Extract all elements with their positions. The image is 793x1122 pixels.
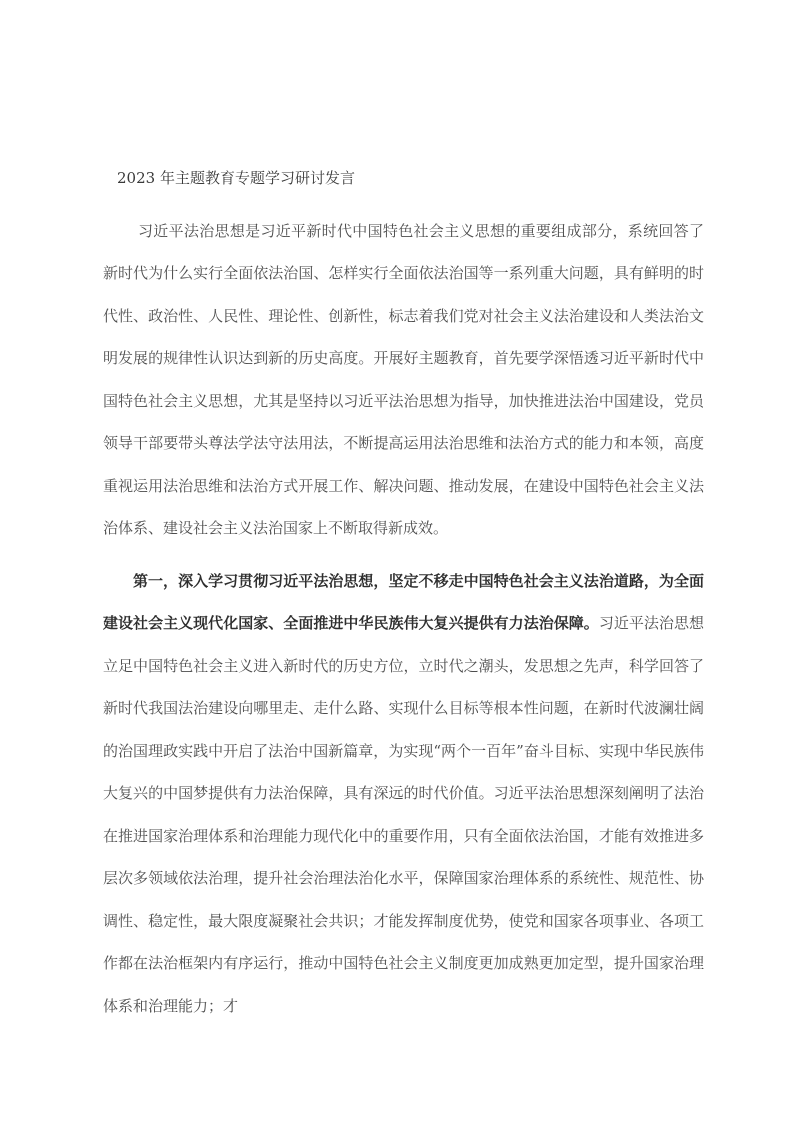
text-segment: 习近平法治思想立足中国特色社会主义进入新时代的历史方位，立时代之潮头，发思想之先声，科学回答了新时代我国法治建设向哪里走、走什么路、实现什么目标等根本性问题，在新时代波澜壮阔的治国理政实践中开启了法治中国新篇章，为实现“两个一百年”奋斗目标、实现中华民族伟大复兴的中国梦提供有力法治保障，具有深远的时代价值。习近平法治思想深刻阐明了法治在推进国家治理体系和治理能力现代化中的重要作用，只有全面依法治国，才能有效推进多层次多领域依法治理，提升社会治理法治化水平，保障国家治理体系的系统性、规范性、协调性、稳定性，最大限度凝聚社会共识；才能发挥制度优势，使党和国家各项事业、各项工作都在法治框架内有序运行，推动中国特色社会主义制度更加成熟更加定型，提升国家治理体系和治理能力；才 [103,614,704,1015]
document-content [103,157,704,1027]
document-body [103,210,704,1028]
paragraph [103,560,704,1028]
text-segment-bold: 第一，深入学习贯彻习近平法治思想，坚定不移走中国特色社会主义法治道路，为全面建设社会主义现代化国家、全面推进中华民族伟大复兴提供有力法治保障。 [103,571,704,632]
document-title: 2023 年主题教育专题学习研讨发言 [117,169,355,187]
paragraph [103,210,704,550]
text-segment: 习近平法治思想是习近平新时代中国特色社会主义思想的重要组成部分，系统回答了新时代为什么实行全面依法治国、怎样实行全面依法治国等一系列重大问题，具有鲜明的时代性、政治性、人民性、理论性、创新性，标志着我们党对社会主义法治建设和人类法治文明发展的规律性认识达到新的历史高度。开展好主题教育，首先要学深悟透习近平新时代中国特色社会主义思想，尤其是坚持以习近平法治思想为指导，加快推进法治中国建设，党员领导干部要带头尊法学法守法用法，不断提高运用法治思维和法治方式的能力和本领，高度重视运用法治思维和法治方式开展工作、解决问题、推动发展，在建设中国特色社会主义法治体系、建设社会主义法治国家上不断取得新成效。 [103,221,704,537]
